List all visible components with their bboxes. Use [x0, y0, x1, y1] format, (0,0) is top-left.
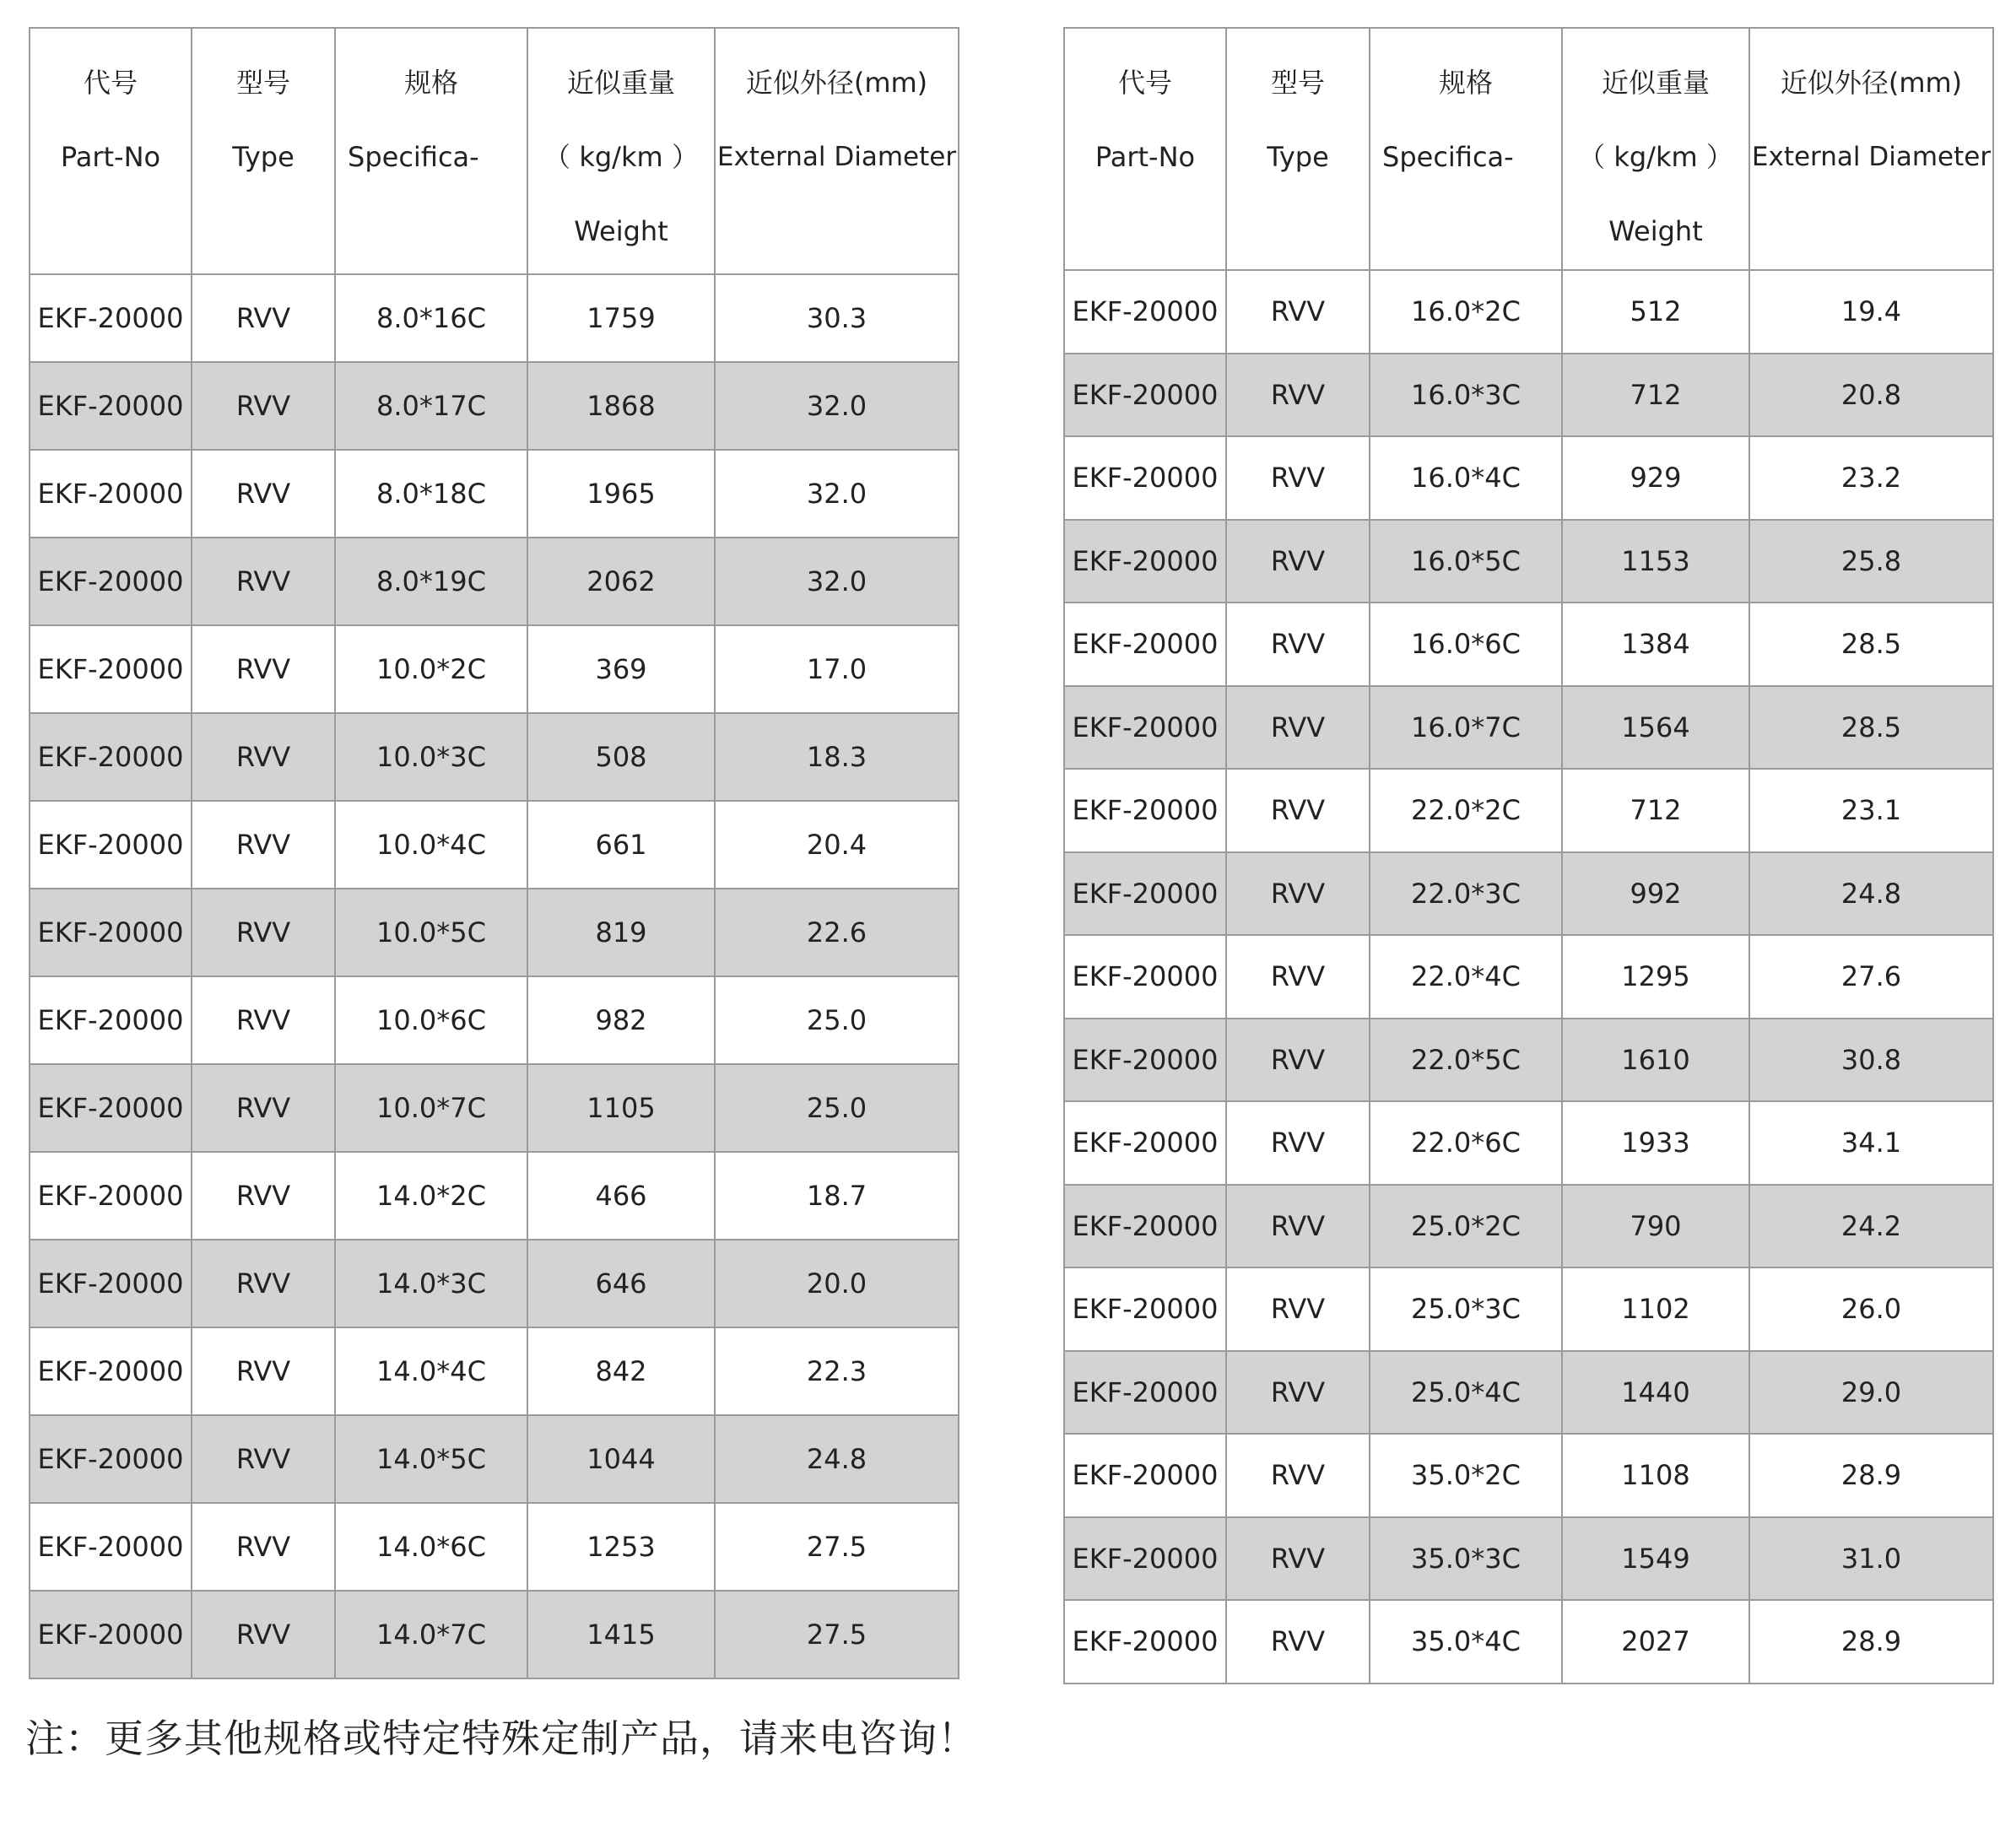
cell-part: EKF-20000 [1064, 1517, 1226, 1601]
cell-part: EKF-20000 [30, 625, 192, 713]
cell-weight: 842 [527, 1327, 715, 1415]
cell-spec: 25.0*4C [1370, 1351, 1562, 1435]
header-diameter [715, 28, 959, 274]
cell-spec: 14.0*6C [335, 1503, 527, 1591]
cell-part: EKF-20000 [1064, 1434, 1226, 1517]
table-header-row [1064, 28, 1993, 270]
header-spec [1370, 28, 1562, 270]
header-part-no-en: Part-No [60, 141, 161, 173]
cell-spec: 8.0*18C [335, 450, 527, 538]
cell-diameter: 34.1 [1749, 1101, 1993, 1185]
cell-spec: 8.0*16C [335, 274, 527, 362]
cell-spec: 16.0*5C [1370, 520, 1562, 603]
cell-diameter: 24.2 [1749, 1185, 1993, 1268]
table-row [30, 1327, 959, 1415]
cell-spec: 14.0*3C [335, 1240, 527, 1327]
cell-diameter: 18.3 [715, 713, 959, 801]
header-weight [527, 28, 715, 274]
cell-weight: 1965 [527, 450, 715, 538]
cell-type: RVV [1226, 1600, 1370, 1684]
table-row [30, 1591, 959, 1678]
cell-type: RVV [1226, 1517, 1370, 1601]
cell-spec: 14.0*5C [335, 1415, 527, 1503]
cell-weight: 512 [1562, 270, 1749, 354]
cell-diameter: 22.6 [715, 889, 959, 976]
cell-weight: 1295 [1562, 935, 1749, 1019]
header-type-cn: 型号 [235, 67, 290, 99]
table-row [30, 450, 959, 538]
cell-type: RVV [192, 889, 335, 976]
cell-type: RVV [1226, 1434, 1370, 1517]
header-weight-unit: （ kg/km ） [543, 141, 699, 173]
cell-spec: 35.0*2C [1370, 1434, 1562, 1517]
header-weight-cn: 近似重量 [1601, 67, 1710, 99]
cell-type: RVV [1226, 1019, 1370, 1102]
cell-type: RVV [1226, 270, 1370, 354]
header-diameter-cn: 近似外径(mm) [1780, 67, 1963, 99]
cell-type: RVV [192, 1240, 335, 1327]
cell-spec: 16.0*7C [1370, 686, 1562, 770]
cell-type: RVV [192, 1415, 335, 1503]
cell-type: RVV [1226, 354, 1370, 437]
cell-weight: 1108 [1562, 1434, 1749, 1517]
cell-weight: 819 [527, 889, 715, 976]
cell-type: RVV [192, 625, 335, 713]
cell-diameter: 28.9 [1749, 1600, 1993, 1684]
cell-part: EKF-20000 [30, 1152, 192, 1240]
cell-weight: 2062 [527, 538, 715, 625]
cell-diameter: 29.0 [1749, 1351, 1993, 1435]
cell-spec: 8.0*19C [335, 538, 527, 625]
cell-part: EKF-20000 [30, 801, 192, 889]
cell-part: EKF-20000 [1064, 436, 1226, 520]
cell-spec: 25.0*3C [1370, 1267, 1562, 1351]
cell-weight: 1868 [527, 362, 715, 450]
cell-part: EKF-20000 [30, 450, 192, 538]
header-part-no [1064, 28, 1226, 270]
cell-spec: 14.0*7C [335, 1591, 527, 1678]
cell-part: EKF-20000 [30, 362, 192, 450]
cell-part: EKF-20000 [1064, 1185, 1226, 1268]
cell-spec: 10.0*7C [335, 1064, 527, 1152]
cell-diameter: 18.7 [715, 1152, 959, 1240]
cell-part: EKF-20000 [30, 889, 192, 976]
cell-spec: 10.0*5C [335, 889, 527, 976]
table-body-left [30, 274, 959, 1678]
header-type-cn: 型号 [1270, 67, 1325, 99]
header-diameter-en: External Diameter [1751, 142, 1992, 172]
cell-part: EKF-20000 [30, 1415, 192, 1503]
cell-diameter: 27.6 [1749, 935, 1993, 1019]
table-row [1064, 1434, 1993, 1517]
table-row [30, 625, 959, 713]
cell-weight: 1105 [527, 1064, 715, 1152]
cell-weight: 1564 [1562, 686, 1749, 770]
cell-weight: 712 [1562, 354, 1749, 437]
cell-weight: 1253 [527, 1503, 715, 1591]
header-type [1226, 28, 1370, 270]
cell-part: EKF-20000 [30, 1503, 192, 1591]
table-row [1064, 1600, 1993, 1684]
table-row [1064, 1185, 1993, 1268]
cell-diameter: 30.3 [715, 274, 959, 362]
cell-type: RVV [192, 1152, 335, 1240]
cell-part: EKF-20000 [30, 1327, 192, 1415]
cell-type: RVV [192, 1327, 335, 1415]
table-row [30, 1240, 959, 1327]
header-type-en: Type [232, 141, 295, 173]
header-diameter-cn: 近似外径(mm) [745, 67, 928, 99]
cell-type: RVV [1226, 769, 1370, 852]
cell-part: EKF-20000 [1064, 270, 1226, 354]
cell-part: EKF-20000 [30, 1591, 192, 1678]
table-row [1064, 1517, 1993, 1601]
cell-spec: 25.0*2C [1370, 1185, 1562, 1268]
cell-diameter: 26.0 [1749, 1267, 1993, 1351]
cell-diameter: 23.1 [1749, 769, 1993, 852]
cell-spec: 14.0*4C [335, 1327, 527, 1415]
table-row [30, 889, 959, 976]
cell-part: EKF-20000 [30, 1064, 192, 1152]
cell-diameter: 19.4 [1749, 270, 1993, 354]
cell-type: RVV [192, 538, 335, 625]
cell-type: RVV [1226, 436, 1370, 520]
cell-spec: 22.0*5C [1370, 1019, 1562, 1102]
cell-part: EKF-20000 [1064, 1351, 1226, 1435]
cell-weight: 1044 [527, 1415, 715, 1503]
cell-diameter: 20.0 [715, 1240, 959, 1327]
cell-part: EKF-20000 [30, 274, 192, 362]
cell-weight: 2027 [1562, 1600, 1749, 1684]
spec-table-right [1063, 27, 1994, 1684]
cell-part: EKF-20000 [1064, 354, 1226, 437]
cell-diameter: 28.5 [1749, 686, 1993, 770]
table-row [1064, 852, 1993, 936]
spec-table-left [29, 27, 959, 1679]
cell-diameter: 28.9 [1749, 1434, 1993, 1517]
cell-spec: 10.0*4C [335, 801, 527, 889]
cell-type: RVV [192, 362, 335, 450]
cell-spec: 10.0*2C [335, 625, 527, 713]
header-weight-cn: 近似重量 [566, 67, 675, 99]
cell-type: RVV [1226, 935, 1370, 1019]
cell-type: RVV [192, 976, 335, 1064]
cell-diameter: 30.8 [1749, 1019, 1993, 1102]
cell-part: EKF-20000 [30, 976, 192, 1064]
cell-diameter: 24.8 [1749, 852, 1993, 936]
cell-type: RVV [1226, 1351, 1370, 1435]
cell-part: EKF-20000 [1064, 1101, 1226, 1185]
cell-type: RVV [1226, 686, 1370, 770]
cell-weight: 992 [1562, 852, 1749, 936]
cell-weight: 508 [527, 713, 715, 801]
cell-type: RVV [192, 1064, 335, 1152]
cell-diameter: 25.0 [715, 976, 959, 1064]
table-row [30, 1415, 959, 1503]
cell-diameter: 32.0 [715, 362, 959, 450]
cell-type: RVV [192, 1591, 335, 1678]
cell-weight: 466 [527, 1152, 715, 1240]
cell-part: EKF-20000 [1064, 520, 1226, 603]
cell-diameter: 22.3 [715, 1327, 959, 1415]
cell-spec: 35.0*4C [1370, 1600, 1562, 1684]
cell-type: RVV [192, 713, 335, 801]
header-part-no-cn: 代号 [1117, 67, 1172, 99]
cell-weight: 369 [527, 625, 715, 713]
table-row [30, 274, 959, 362]
table-header-row [30, 28, 959, 274]
cell-type: RVV [192, 1503, 335, 1591]
cell-diameter: 32.0 [715, 538, 959, 625]
cell-type: RVV [1226, 520, 1370, 603]
table-row [30, 976, 959, 1064]
header-diameter [1749, 28, 1993, 270]
cell-diameter: 20.4 [715, 801, 959, 889]
cell-diameter: 32.0 [715, 450, 959, 538]
cell-weight: 929 [1562, 436, 1749, 520]
cell-diameter: 25.0 [715, 1064, 959, 1152]
cell-type: RVV [1226, 1185, 1370, 1268]
table-row [30, 1503, 959, 1591]
header-part-no-en: Part-No [1094, 141, 1196, 173]
cell-type: RVV [192, 801, 335, 889]
cell-weight: 982 [527, 976, 715, 1064]
cell-weight: 1440 [1562, 1351, 1749, 1435]
header-weight [1562, 28, 1749, 270]
header-part-no-cn: 代号 [83, 67, 138, 99]
cell-spec: 8.0*17C [335, 362, 527, 450]
cell-weight: 790 [1562, 1185, 1749, 1268]
cell-spec: 16.0*4C [1370, 436, 1562, 520]
table-row [1064, 603, 1993, 686]
cell-diameter: 28.5 [1749, 603, 1993, 686]
cell-diameter: 24.8 [715, 1415, 959, 1503]
cell-spec: 35.0*3C [1370, 1517, 1562, 1601]
cell-spec: 14.0*2C [335, 1152, 527, 1240]
cell-part: EKF-20000 [1064, 769, 1226, 852]
cell-spec: 16.0*2C [1370, 270, 1562, 354]
footnote: 注：更多其他规格或特定特殊定制产品，请来电咨询！ [25, 1716, 977, 1761]
table-row [1064, 520, 1993, 603]
cell-weight: 1933 [1562, 1101, 1749, 1185]
cell-part: EKF-20000 [1064, 852, 1226, 936]
header-spec [335, 28, 527, 274]
cell-part: EKF-20000 [30, 538, 192, 625]
cell-weight: 646 [527, 1240, 715, 1327]
cell-weight: 1415 [527, 1591, 715, 1678]
header-diameter-en: External Diameter [716, 142, 957, 172]
cell-spec: 10.0*6C [335, 976, 527, 1064]
table-row [30, 801, 959, 889]
cell-diameter: 20.8 [1749, 354, 1993, 437]
header-weight-en: Weight [574, 215, 668, 247]
table-row [1064, 686, 1993, 770]
table-row [30, 1064, 959, 1152]
cell-type: RVV [1226, 1267, 1370, 1351]
cell-diameter: 31.0 [1749, 1517, 1993, 1601]
header-spec-en: Specifica- [348, 141, 479, 173]
cell-spec: 16.0*3C [1370, 354, 1562, 437]
cell-part: EKF-20000 [1064, 1019, 1226, 1102]
table-row [30, 713, 959, 801]
header-spec-cn: 规格 [403, 67, 458, 99]
cell-spec: 16.0*6C [1370, 603, 1562, 686]
cell-part: EKF-20000 [30, 713, 192, 801]
cell-type: RVV [192, 450, 335, 538]
cell-spec: 22.0*3C [1370, 852, 1562, 936]
cell-weight: 1153 [1562, 520, 1749, 603]
cell-spec: 10.0*3C [335, 713, 527, 801]
cell-weight: 661 [527, 801, 715, 889]
cell-weight: 1384 [1562, 603, 1749, 686]
header-spec-en: Specifica- [1382, 141, 1514, 173]
cell-weight: 1610 [1562, 1019, 1749, 1102]
cell-part: EKF-20000 [1064, 686, 1226, 770]
cell-spec: 22.0*6C [1370, 1101, 1562, 1185]
cell-spec: 22.0*2C [1370, 769, 1562, 852]
table-row [1064, 935, 1993, 1019]
table-row [30, 1152, 959, 1240]
header-weight-en: Weight [1608, 215, 1703, 247]
cell-type: RVV [1226, 852, 1370, 936]
table-row [1064, 270, 1993, 354]
cell-type: RVV [192, 274, 335, 362]
cell-diameter: 17.0 [715, 625, 959, 713]
header-weight-unit: （ kg/km ） [1578, 141, 1733, 173]
cell-part: EKF-20000 [1064, 935, 1226, 1019]
table-row [30, 538, 959, 625]
table-row [1064, 769, 1993, 852]
cell-spec: 22.0*4C [1370, 935, 1562, 1019]
cell-weight: 1549 [1562, 1517, 1749, 1601]
cell-part: EKF-20000 [1064, 1600, 1226, 1684]
table-row [1064, 436, 1993, 520]
cell-diameter: 27.5 [715, 1591, 959, 1678]
header-spec-cn: 规格 [1438, 67, 1493, 99]
cell-part: EKF-20000 [1064, 1267, 1226, 1351]
table-row [1064, 1101, 1993, 1185]
cell-weight: 1759 [527, 274, 715, 362]
header-type [192, 28, 335, 274]
table-row [1064, 1351, 1993, 1435]
table-row [1064, 354, 1993, 437]
table-row [1064, 1267, 1993, 1351]
table-body-right [1064, 270, 1993, 1684]
header-type-en: Type [1267, 141, 1329, 173]
cell-part: EKF-20000 [1064, 603, 1226, 686]
cell-type: RVV [1226, 603, 1370, 686]
cell-diameter: 27.5 [715, 1503, 959, 1591]
cell-part: EKF-20000 [30, 1240, 192, 1327]
cell-diameter: 23.2 [1749, 436, 1993, 520]
cell-weight: 712 [1562, 769, 1749, 852]
cell-type: RVV [1226, 1101, 1370, 1185]
cell-weight: 1102 [1562, 1267, 1749, 1351]
header-part-no [30, 28, 192, 274]
cell-diameter: 25.8 [1749, 520, 1993, 603]
table-row [1064, 1019, 1993, 1102]
table-row [30, 362, 959, 450]
